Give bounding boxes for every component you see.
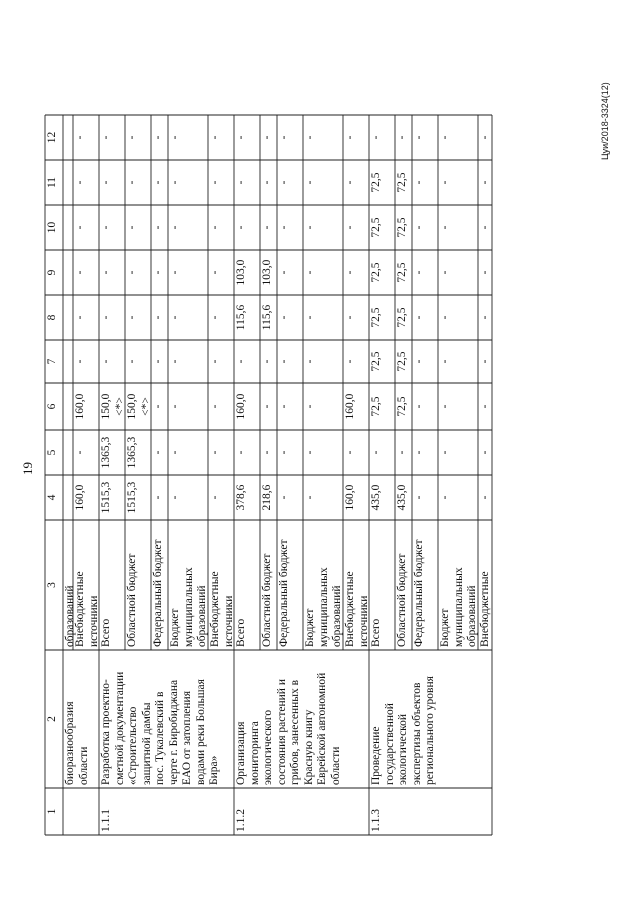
value-cell: - (261, 180, 273, 185)
value-cell: - (278, 225, 290, 230)
value-cell: 378,6 (235, 484, 247, 511)
value-cell: - (235, 135, 247, 140)
value-cell: - (126, 180, 138, 185)
value-cell: - (152, 359, 164, 364)
value-cell: - (439, 270, 451, 275)
value-cell: - (413, 404, 425, 409)
value-cell: - (413, 359, 425, 364)
value-cell: - (439, 404, 451, 409)
funding-source: Бюджет муниципальных образований (304, 567, 343, 647)
value-cell: - (74, 270, 86, 275)
item-number: 1.1.2 (235, 809, 247, 832)
page-number: 19 (20, 462, 35, 475)
funding-source: образований (64, 585, 76, 647)
value-cell: - (304, 180, 316, 185)
value-cell: 150,0 <*> (126, 393, 152, 420)
value-cell: - (304, 359, 316, 364)
value-cell: - (209, 495, 221, 500)
value-cell: 160,0 (344, 393, 356, 420)
value-cell: - (439, 495, 451, 500)
value-cell: - (74, 359, 86, 364)
value-cell: - (479, 225, 491, 230)
value-cell: - (126, 135, 138, 140)
value-cell: - (235, 225, 247, 230)
value-cell: - (304, 225, 316, 230)
value-cell: - (413, 135, 425, 140)
item-number: 1.1.1 (100, 809, 112, 832)
value-cell: - (413, 450, 425, 455)
value-cell: - (209, 270, 221, 275)
value-cell: 150,0 <*> (100, 393, 126, 420)
value-cell: - (209, 450, 221, 455)
value-cell (63, 295, 73, 340)
value-cell: - (278, 359, 290, 364)
funding-source: Федеральный бюджет (413, 539, 425, 647)
value-cell: 1365,3 (126, 436, 138, 469)
value-cell: 160,0 (74, 393, 86, 420)
value-cell: - (304, 315, 316, 320)
value-cell (63, 250, 73, 295)
column-header: 8 (46, 314, 58, 321)
value-cell: - (479, 180, 491, 185)
column-header: 2 (46, 716, 58, 722)
value-cell: - (74, 135, 86, 140)
column-header: 6 (46, 403, 58, 410)
value-cell: 72,5 (396, 351, 408, 372)
value-cell: 435,0 (396, 484, 408, 511)
funding-source: Внебюджетные (479, 571, 491, 647)
value-cell: 72,5 (396, 217, 408, 238)
value-cell: - (100, 180, 112, 185)
value-cell: - (344, 270, 356, 275)
value-cell: - (439, 180, 451, 185)
value-cell: - (169, 180, 181, 185)
value-cell: - (304, 135, 316, 140)
value-cell: 103,0 (261, 259, 273, 286)
value-cell: - (169, 359, 181, 364)
value-cell: - (126, 225, 138, 230)
value-cell: - (304, 450, 316, 455)
value-cell: - (344, 225, 356, 230)
funding-source: Внебюджетные источники (209, 571, 235, 647)
funding-source: Федеральный бюджет (278, 539, 290, 647)
value-cell: 1365,3 (100, 436, 112, 469)
value-cell: - (152, 270, 164, 275)
value-cell: - (439, 450, 451, 455)
funding-source: Всего (370, 618, 382, 647)
value-cell: - (74, 315, 86, 320)
value-cell: - (169, 225, 181, 230)
value-cell: - (152, 404, 164, 409)
value-cell: - (344, 359, 356, 364)
funding-source: Внебюджетные источники (344, 571, 370, 647)
value-cell: - (209, 180, 221, 185)
value-cell: 435,0 (370, 484, 382, 511)
funding-source: Областной бюджет (261, 553, 273, 647)
value-cell: - (479, 450, 491, 455)
value-cell: - (304, 404, 316, 409)
value-cell: - (235, 359, 247, 364)
value-cell (63, 430, 73, 475)
value-cell: - (152, 225, 164, 230)
value-cell: - (74, 450, 86, 455)
item-number (63, 788, 99, 835)
value-cell: - (152, 450, 164, 455)
value-cell: - (439, 359, 451, 364)
value-cell: - (479, 270, 491, 275)
value-cell: - (100, 225, 112, 230)
value-cell: 1515,3 (126, 481, 138, 514)
value-cell: - (209, 404, 221, 409)
item-description: биоразнообразия области (64, 701, 90, 785)
funding-source: Областной бюджет (396, 553, 408, 647)
value-cell (63, 115, 73, 160)
column-header: 1 (46, 808, 58, 815)
value-cell: - (304, 270, 316, 275)
column-header: 3 (46, 582, 58, 588)
value-cell: - (100, 315, 112, 320)
value-cell: - (344, 180, 356, 185)
value-cell: 115,6 (261, 304, 273, 331)
value-cell: - (344, 450, 356, 455)
value-cell: - (261, 404, 273, 409)
value-cell: - (126, 315, 138, 320)
value-cell: - (278, 450, 290, 455)
column-header: 7 (46, 358, 58, 365)
value-cell: - (396, 450, 408, 455)
value-cell: - (169, 450, 181, 455)
funding-source: Областной бюджет (126, 553, 138, 647)
value-cell: - (100, 135, 112, 140)
value-cell: - (479, 404, 491, 409)
funding-source: Бюджет муниципальных образований (169, 567, 208, 647)
value-cell: 115,6 (235, 304, 247, 331)
value-cell: - (209, 135, 221, 140)
value-cell: - (413, 180, 425, 185)
item-description: Разработка проектно- сметной документации «Строительство защитной дамбы пос. Тукалевский в черте г. Биробиджана ЕАО от затопления водами реки Большая Бира» (100, 671, 220, 785)
value-cell: - (126, 270, 138, 275)
value-cell: - (413, 315, 425, 320)
value-cell: - (479, 495, 491, 500)
value-cell: - (100, 359, 112, 364)
value-cell: - (344, 315, 356, 320)
column-header: 4 (46, 494, 58, 501)
item-description: Проведение государственной экологической экспертизы объектов регионального уровня (370, 676, 436, 785)
value-cell: - (126, 359, 138, 364)
value-cell: - (209, 225, 221, 230)
value-cell: 72,5 (370, 217, 382, 238)
value-cell: - (396, 135, 408, 140)
funding-source: Бюджет муниципальных образований (439, 567, 478, 647)
value-cell: - (235, 180, 247, 185)
item-number: 1.1.3 (370, 809, 382, 832)
value-cell: - (278, 404, 290, 409)
value-cell (63, 160, 73, 205)
value-cell: - (261, 450, 273, 455)
value-cell: - (74, 180, 86, 185)
registration-stamp: Цуи/2018-3324(12) (600, 82, 610, 160)
value-cell: - (152, 495, 164, 500)
value-cell: - (209, 359, 221, 364)
column-header: 5 (46, 449, 58, 456)
value-cell: 72,5 (370, 396, 382, 417)
funding-source: Всего (235, 618, 247, 647)
value-cell: 72,5 (370, 351, 382, 372)
value-cell: - (479, 135, 491, 140)
value-cell: - (370, 135, 382, 140)
value-cell: - (209, 315, 221, 320)
value-cell: 72,5 (396, 396, 408, 417)
funding-source: Всего (100, 618, 112, 647)
funding-source: Федеральный бюджет (152, 539, 164, 647)
value-cell: 103,0 (235, 259, 247, 286)
value-cell: 160,0 (74, 484, 86, 511)
value-cell: - (370, 450, 382, 455)
value-cell: 160,0 (235, 393, 247, 420)
value-cell: - (278, 180, 290, 185)
value-cell: - (169, 495, 181, 500)
value-cell: - (439, 225, 451, 230)
value-cell: - (169, 315, 181, 320)
value-cell: 160,0 (344, 484, 356, 511)
value-cell: - (169, 270, 181, 275)
value-cell: 218,6 (261, 484, 273, 511)
value-cell: - (152, 180, 164, 185)
value-cell: - (479, 315, 491, 320)
value-cell: 72,5 (370, 307, 382, 328)
column-header: 10 (46, 221, 58, 234)
value-cell (63, 475, 73, 520)
value-cell: - (235, 450, 247, 455)
value-cell (63, 383, 73, 430)
value-cell: - (261, 225, 273, 230)
value-cell: - (413, 225, 425, 230)
value-cell: - (261, 359, 273, 364)
value-cell: 72,5 (396, 172, 408, 193)
value-cell: - (344, 135, 356, 140)
value-cell: 72,5 (396, 307, 408, 328)
value-cell: - (278, 315, 290, 320)
column-header: 9 (46, 269, 58, 276)
value-cell: - (261, 135, 273, 140)
value-cell: - (100, 270, 112, 275)
value-cell: - (152, 135, 164, 140)
value-cell: - (479, 359, 491, 364)
value-cell: - (169, 404, 181, 409)
value-cell: - (278, 270, 290, 275)
value-cell: 1515,3 (100, 481, 112, 514)
value-cell: - (152, 315, 164, 320)
value-cell: - (278, 135, 290, 140)
value-cell: - (278, 495, 290, 500)
value-cell: 72,5 (396, 262, 408, 283)
funding-source: Внебюджетные источники (74, 571, 100, 647)
value-cell (63, 205, 73, 250)
value-cell: - (413, 270, 425, 275)
value-cell: - (304, 495, 316, 500)
value-cell: 72,5 (370, 172, 382, 193)
column-header: 11 (46, 176, 58, 189)
value-cell: 72,5 (370, 262, 382, 283)
value-cell (63, 340, 73, 383)
value-cell: - (74, 225, 86, 230)
column-header: 12 (46, 131, 58, 144)
value-cell: - (413, 495, 425, 500)
value-cell: - (439, 135, 451, 140)
value-cell: - (439, 315, 451, 320)
item-description: Организация мониторинга экологического состояния растений и грибов, занесенных в Красную книгу Еврейской автономной области (235, 672, 342, 785)
value-cell: - (169, 135, 181, 140)
